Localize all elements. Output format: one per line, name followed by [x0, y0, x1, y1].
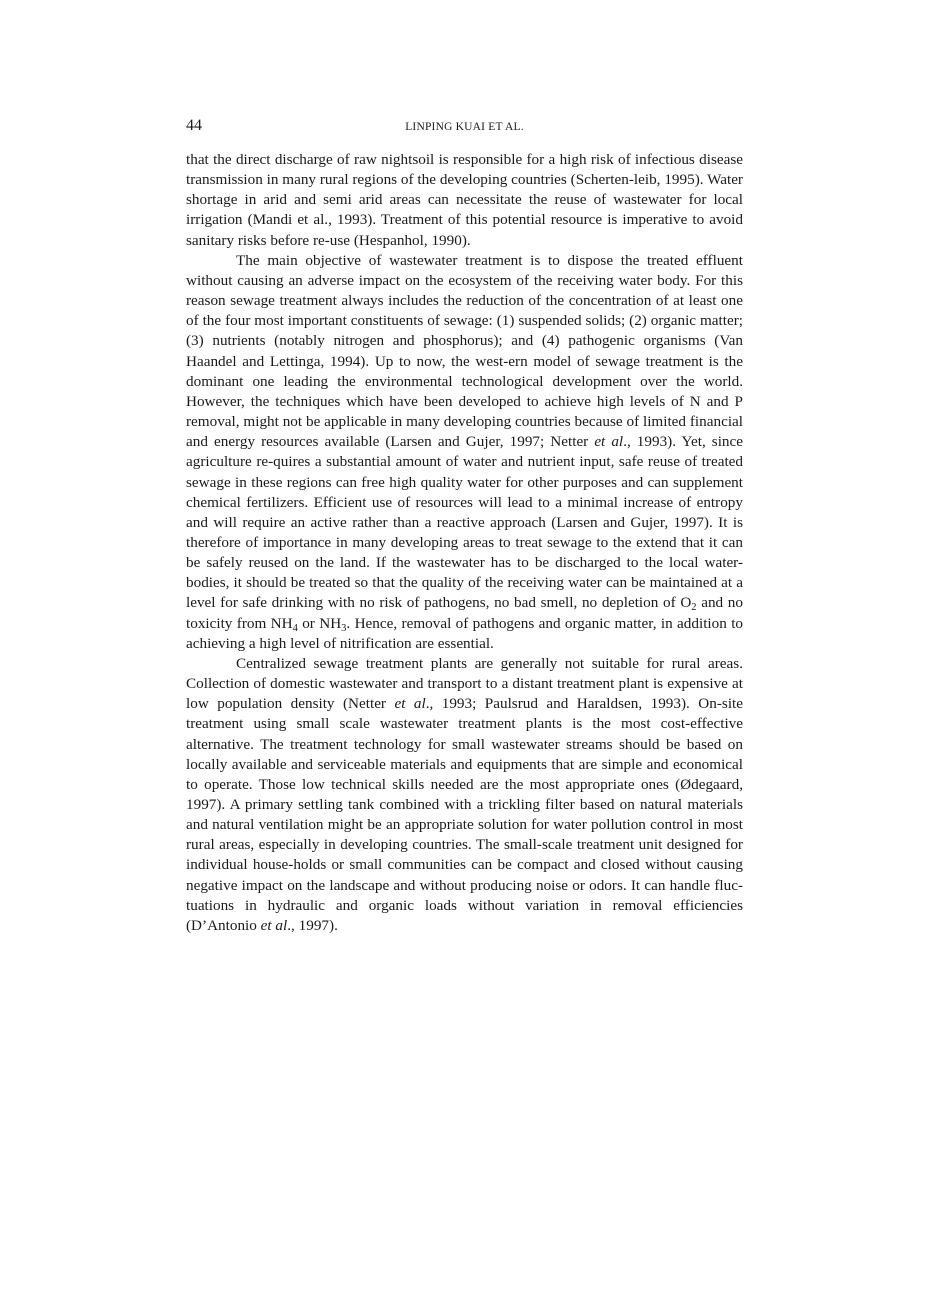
running-title: LINPING KUAI ET AL.	[405, 121, 524, 133]
subscript-o2: 2	[691, 602, 697, 614]
citation-et-al: et al	[394, 695, 426, 713]
subscript-nh3: 3	[341, 622, 347, 634]
paragraph-2-text-4: or NH	[297, 614, 342, 632]
subscript-nh4: 4	[292, 622, 298, 634]
paragraph-1-text: that the direct discharge of raw nightsoil is responsible for a high risk of infectious disease transmission in many rural regions of the developing countries (Scherten-leib, 1995). Water shortage in arid and semi arid areas can necessitate the reuse of wastewater for local irrigation (Mandi et al., 1993). Treatment of this potential resource is imperative to avoid sanitary risks before re-use (Hespanhol, 1990).	[186, 151, 743, 249]
paragraph-3	[186, 654, 743, 936]
paragraph-2-text-1: The main objective of wastewater treatment is to dispose the treated effluent without causing an adverse impact on the ecosystem of the receiving water body. For this reason sewage treatment always includes the reduction of the concentration of at least one of the four most important constituents of sewage: (1) suspended solids; (2) organic matter; (3) nutrients (notably nitrogen and phosphorus); and (4) pathogenic organisms (Van Haandel and Lettinga, 1994). Up to now, the west-ern model of sewage treatment is the dominant one leading the environmental technological development over the world. However, the techniques which have been developed to achieve high levels of N and P removal, might not be applicable in many developing countries because of limited financial and energy resources available (Larsen and Gujer, 1997; Netter	[186, 251, 743, 451]
citation-et-al: et al	[260, 916, 288, 934]
paragraph-3-text-2: ., 1993; Paulsrud and Haraldsen, 1993). On-site treatment using small scale wastewater treatment plants is the most cost-effective alternative. The treatment technology for small wastewater streams should be based on locally available and serviceable materials and equipments that are simple and economical to operate. Those low technical skills needed are the most appropriate ones (Ødegaard, 1997). A primary settling tank combined with a trickling filter based on natural materials and natural ventilation might be an appropriate solution for water pollution control in most rural areas, especially in developing countries. The small-scale treatment unit designed for individual house-holds or small communities can be compact and closed without causing negative impact on the landscape and without producing noise or odors. It can handle fluc-tuations in hydraulic and organic loads without variation in removal efficiencies (D’Antonio	[186, 695, 743, 934]
paragraph-1	[186, 150, 743, 251]
running-head	[186, 116, 743, 138]
body-text	[186, 150, 743, 936]
paragraph-2	[186, 251, 743, 654]
page-number: 44	[186, 117, 202, 134]
paragraph-3-text-3: ., 1997).	[287, 916, 338, 934]
citation-et-al: et al	[594, 433, 624, 451]
paragraph-2-text-5: . Hence, removal of pathogens and organic matter, in addition to achieving a high level of nitrification are essential.	[186, 614, 744, 652]
paragraph-3-text-1: Centralized sewage treatment plants are generally not suitable for rural areas. Collection of domestic wastewater and transport to a distant treatment plant is expensive at low population density (Netter	[186, 654, 743, 713]
paragraph-2-text-3: and no toxicity from NH	[186, 594, 743, 632]
paragraph-2-text-2: ., 1993). Yet, since agriculture re-quires a substantial amount of water and nutrient input, safe reuse of treated sewage in these regions can free high quality water for other purposes and can supplement chemical fertilizers. Efficient use of resources will lead to a minimal increase of entropy and will require an active rather than a reactive approach (Larsen and Gujer, 1997). It is therefore of importance in many developing areas to treat sewage to the extend that it can be safely reused on the land. If the wastewater has to be discharged to the local water-bodies, it should be treated so that the quality of the receiving water can be maintained at a level for safe drinking with no risk of pathogens, no bad smell, no depletion of O	[186, 433, 744, 612]
